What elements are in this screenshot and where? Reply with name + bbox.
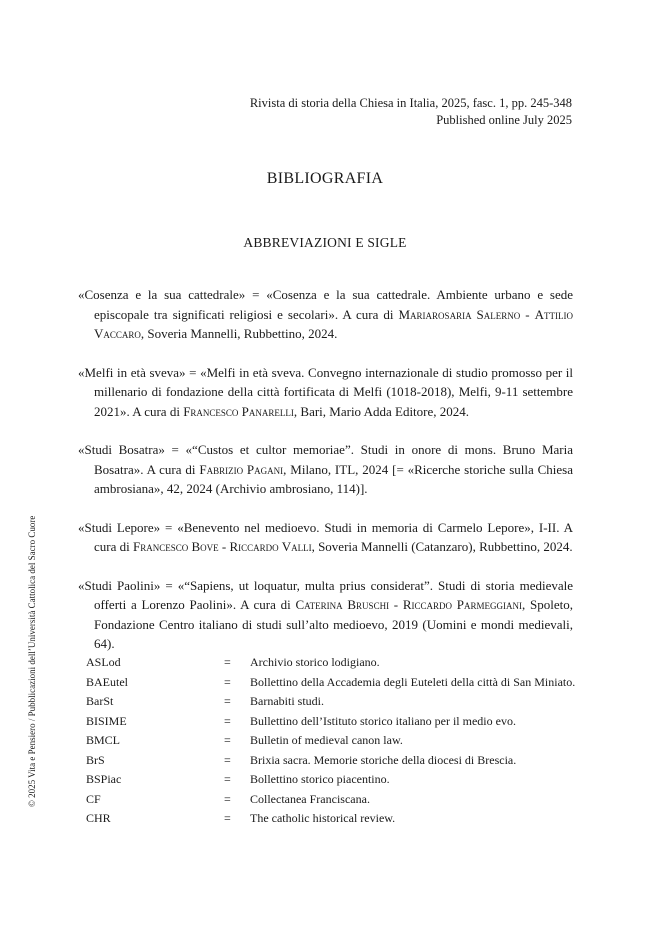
- abbreviation-code: BISIME: [86, 713, 127, 728]
- reference-entry: [78, 440, 573, 499]
- abbreviation-row: [86, 753, 576, 767]
- abbreviation-row: [86, 675, 576, 689]
- reference-text: «Melfi in età sveva» = «Melfi in età sveva. Convegno internazionale di studio promosso per il millenario di fondazione della città fortificata di Melfi (1018-2018), Melfi, 9-11 settembre 2021». A cura di: [78, 364, 573, 419]
- reference-entry: [78, 576, 573, 654]
- reference-text: , Soveria Mannelli (Catanzaro), Rubbettino, 2024.: [311, 539, 573, 554]
- abbreviation-expansion: Brixia sacra. Memorie storiche della diocesi di Brescia.: [250, 752, 517, 767]
- equals-sign: =: [224, 791, 231, 806]
- abbreviation-expansion: Bollettino storico piacentino.: [250, 772, 390, 786]
- abbreviation-expansion: Archivio storico lodigiano.: [250, 655, 380, 669]
- journal-citation: Rivista di storia della Chiesa in Italia, 2025, fasc. 1, pp. 245-348: [249, 96, 572, 110]
- editor-name: Caterina Bruschi: [295, 597, 390, 612]
- publication-date: Published online July 2025: [436, 113, 572, 127]
- abbreviation-code: BarSt: [86, 694, 114, 708]
- abbreviation-code: CHR: [86, 811, 111, 825]
- reference-text: «Studi Lepore» = «Benevento nel medioevo. Studi in memoria di Carmelo Lepore», I-II. A cura di: [78, 519, 573, 554]
- page-title: BIBLIOGRAFIA: [266, 170, 384, 187]
- abbreviation-row: [86, 792, 576, 806]
- editor-name: Mariarosaria Salerno: [398, 306, 521, 322]
- equals-sign: =: [224, 713, 231, 728]
- editor-name: Francesco Panarelli: [183, 403, 294, 419]
- reference-text: -: [389, 597, 403, 612]
- abbreviation-code: BAEutel: [86, 674, 128, 689]
- abbreviation-expansion: Bollettino della Accademia degli Euteleti della città di San Miniato.: [250, 674, 576, 689]
- abbreviation-expansion: Bulletin of medieval canon law.: [250, 733, 403, 747]
- copyright-side-note: © 2025 Vita e Pensiero / Pubblicazioni dell’Università Cattolica del Sacro Cuore: [27, 515, 37, 807]
- reference-text: -: [218, 539, 230, 554]
- abbreviation-expansion: The catholic historical review.: [250, 811, 396, 825]
- reference-list: [78, 285, 573, 673]
- reference-entry: [78, 363, 573, 422]
- abbreviation-code: BMCL: [86, 733, 121, 747]
- editor-name: Fabrizio Pagani: [199, 461, 284, 477]
- reference-entry: [78, 285, 573, 344]
- section-subtitle: ABBREVIAZIONI E SIGLE: [243, 235, 407, 250]
- abbreviation-code: ASLod: [86, 655, 121, 669]
- abbreviation-table: [86, 655, 576, 831]
- equals-sign: =: [224, 772, 231, 786]
- abbreviation-expansion: Collectanea Franciscana.: [250, 791, 370, 806]
- equals-sign: =: [224, 811, 231, 825]
- reference-text: «Studi Paolini» = «“Sapiens, ut loquatur, multa prius considerat”. Studi di storia medievale offerti a Lorenzo Paolini». A cura di: [78, 577, 573, 612]
- abbreviation-row: [86, 811, 576, 825]
- abbreviation-row: [86, 655, 576, 669]
- editor-name: Attilio Vaccaro: [94, 306, 573, 341]
- running-header: [172, 95, 572, 129]
- reference-text: , Spoleto, Fondazione Centro italiano di studi sull’alto medioevo, 2019 (Uomini e mondi medievali, 64).: [94, 597, 573, 651]
- abbreviation-row: [86, 733, 576, 747]
- abbreviation-row: [86, 772, 576, 786]
- abbreviation-code: CF: [86, 791, 101, 806]
- editor-name: Francesco Bove: [132, 539, 219, 554]
- equals-sign: =: [224, 752, 231, 767]
- abbreviation-row: [86, 714, 576, 728]
- reference-entry: [78, 518, 573, 557]
- editor-name: Riccardo Valli: [229, 539, 312, 554]
- reference-text: , Soveria Mannelli, Rubbettino, 2024.: [140, 326, 338, 341]
- reference-text: , Bari, Mario Adda Editore, 2024.: [293, 403, 470, 419]
- reference-text: «Cosenza e la sua cattedrale» = «Cosenza e la sua cattedrale. Ambiente urbano e sede episcopale tra significati religiosi e secolari». A cura di: [78, 287, 573, 322]
- equals-sign: =: [224, 694, 231, 708]
- abbreviation-expansion: Bullettino dell’Istituto storico italiano per il medio evo.: [250, 713, 516, 728]
- abbreviation-expansion: Barnabiti studi.: [250, 694, 324, 708]
- editor-name: Riccardo Parmeggiani: [402, 597, 523, 612]
- reference-text: -: [520, 306, 535, 322]
- equals-sign: =: [224, 674, 231, 689]
- equals-sign: =: [224, 655, 231, 669]
- abbreviation-code: BSPiac: [86, 772, 122, 786]
- reference-text: «Studi Bosatra» = «“Custos et cultor memoriae”. Studi in onore di mons. Bruno Maria Bosatra». A cura di: [78, 442, 573, 477]
- reference-text: , Milano, ITL, 2024 [= «Ricerche storiche sulla Chiesa ambrosiana», 42, 2024 (Archivio ambrosiano, 114)].: [94, 461, 573, 496]
- abbreviation-row: [86, 694, 576, 708]
- abbreviation-code: BrS: [86, 752, 105, 767]
- equals-sign: =: [224, 733, 231, 747]
